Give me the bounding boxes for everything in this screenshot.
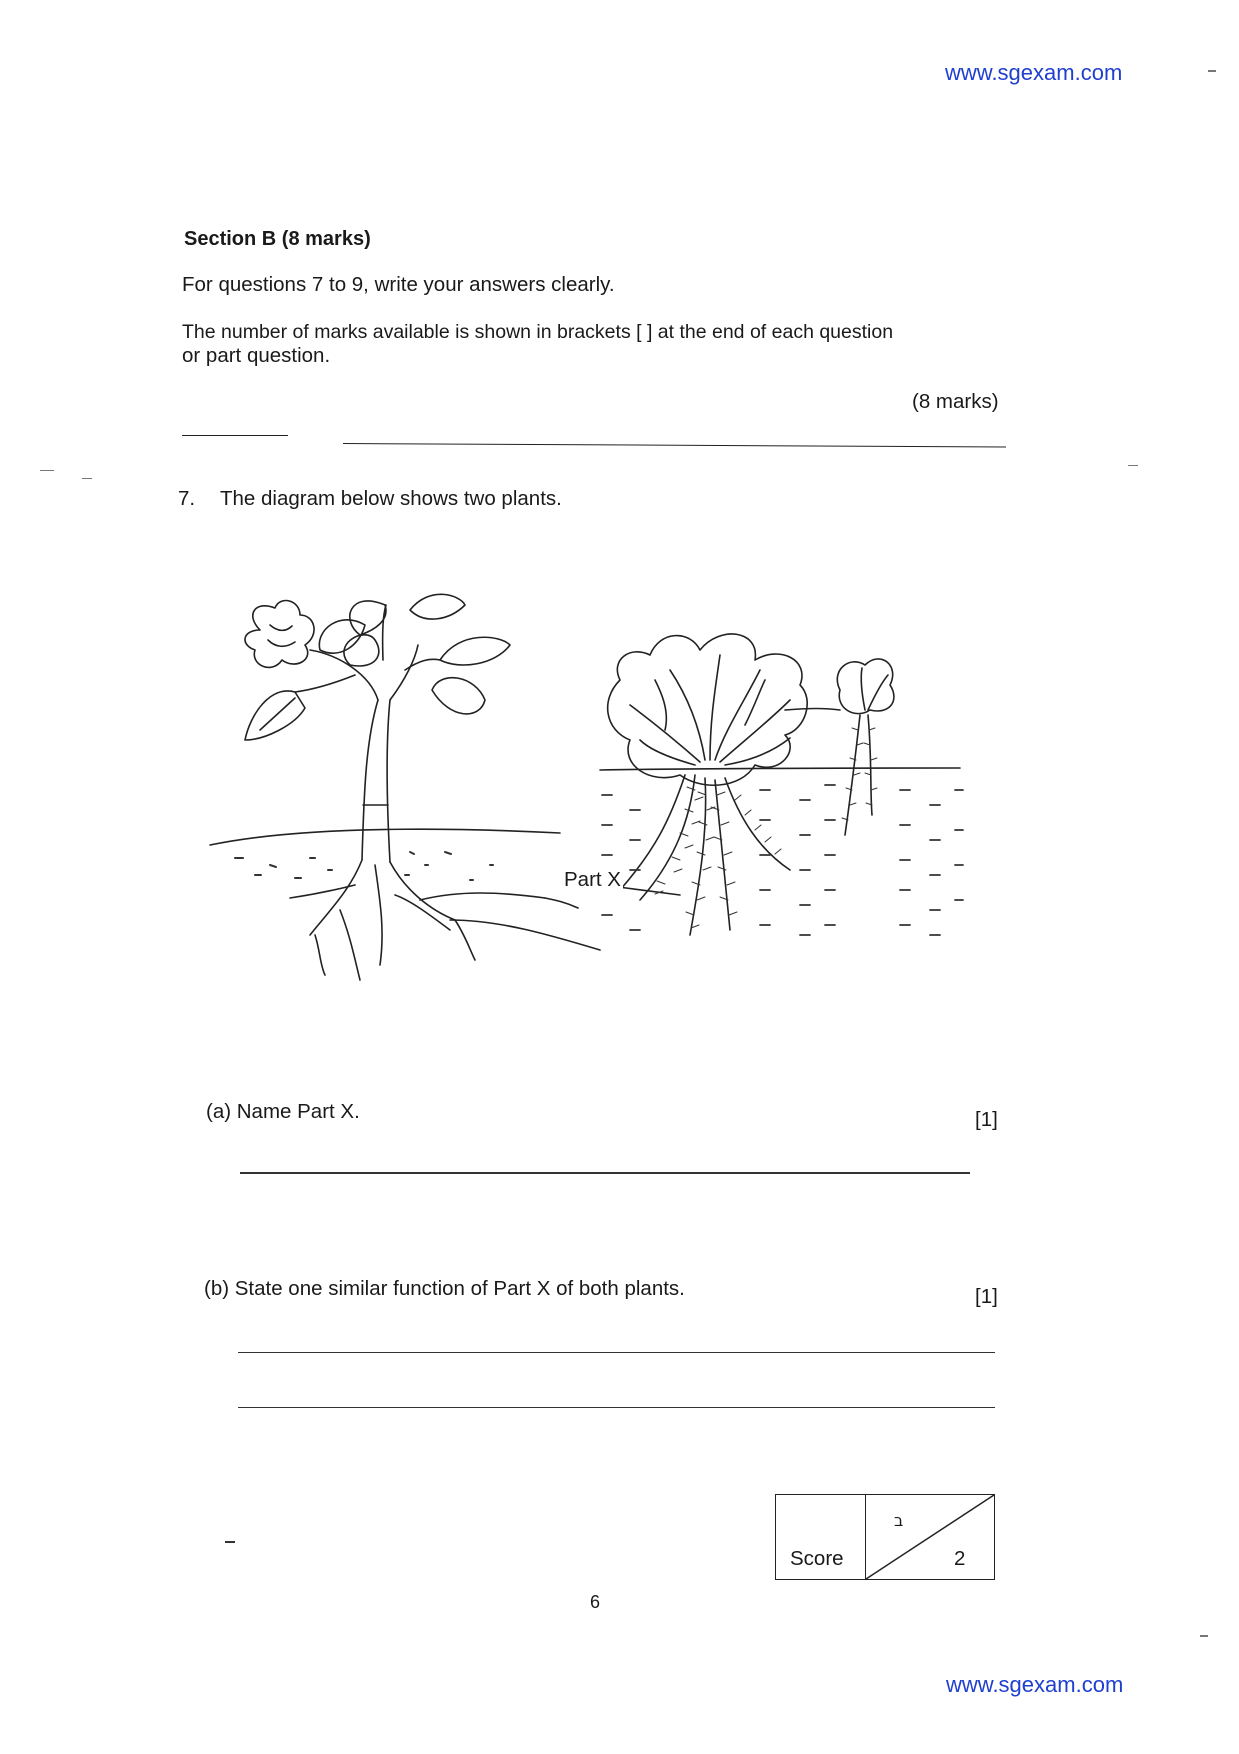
question-stem: The diagram below shows two plants. xyxy=(220,487,562,510)
score-obtained: ב xyxy=(894,1511,904,1530)
score-diagonal xyxy=(866,1495,994,1579)
score-box xyxy=(775,1494,995,1580)
land-plant-illustration xyxy=(210,594,600,980)
score-label: Score xyxy=(790,1547,844,1570)
instruction-1: For questions 7 to 9, write your answers clearly. xyxy=(182,273,615,296)
part-a-answer-line[interactable] xyxy=(240,1172,970,1174)
instruction-2-line1: The number of marks available is shown in brackets [ ] at the end of each question xyxy=(182,321,894,343)
score-label-cell xyxy=(776,1495,866,1579)
part-a-question: (a) Name Part X. xyxy=(206,1100,360,1123)
part-b-question: (b) State one similar function of Part X of both plants. xyxy=(204,1277,685,1300)
scan-speck xyxy=(1128,465,1138,466)
score-total: 2 xyxy=(954,1547,966,1570)
two-plants-diagram xyxy=(200,590,1000,1040)
part-b-answer-line-2[interactable] xyxy=(238,1407,995,1408)
part-b-marks: [1] xyxy=(975,1285,998,1308)
scan-speck xyxy=(1200,1635,1208,1637)
part-b-answer-line-1[interactable] xyxy=(238,1352,995,1353)
scan-speck xyxy=(225,1541,235,1543)
section-separator-left xyxy=(182,435,288,436)
page-number: 6 xyxy=(590,1592,601,1612)
scan-speck xyxy=(1208,70,1216,72)
score-value-cell xyxy=(866,1495,994,1579)
section-total-marks: (8 marks) xyxy=(912,390,999,413)
header-website-link[interactable]: www.sgexam.com xyxy=(945,60,1123,85)
scan-speck xyxy=(82,478,92,479)
instruction-2-line2: or part question. xyxy=(182,344,331,367)
scan-speck xyxy=(40,470,54,471)
question-number: 7. xyxy=(178,487,196,510)
section-title: Section B (8 marks) xyxy=(184,228,371,250)
diagram-label-part-x: Part X xyxy=(564,868,621,891)
footer-website-link[interactable]: www.sgexam.com xyxy=(946,1672,1124,1697)
section-separator-right xyxy=(343,443,1006,447)
part-a-marks: [1] xyxy=(975,1108,998,1131)
